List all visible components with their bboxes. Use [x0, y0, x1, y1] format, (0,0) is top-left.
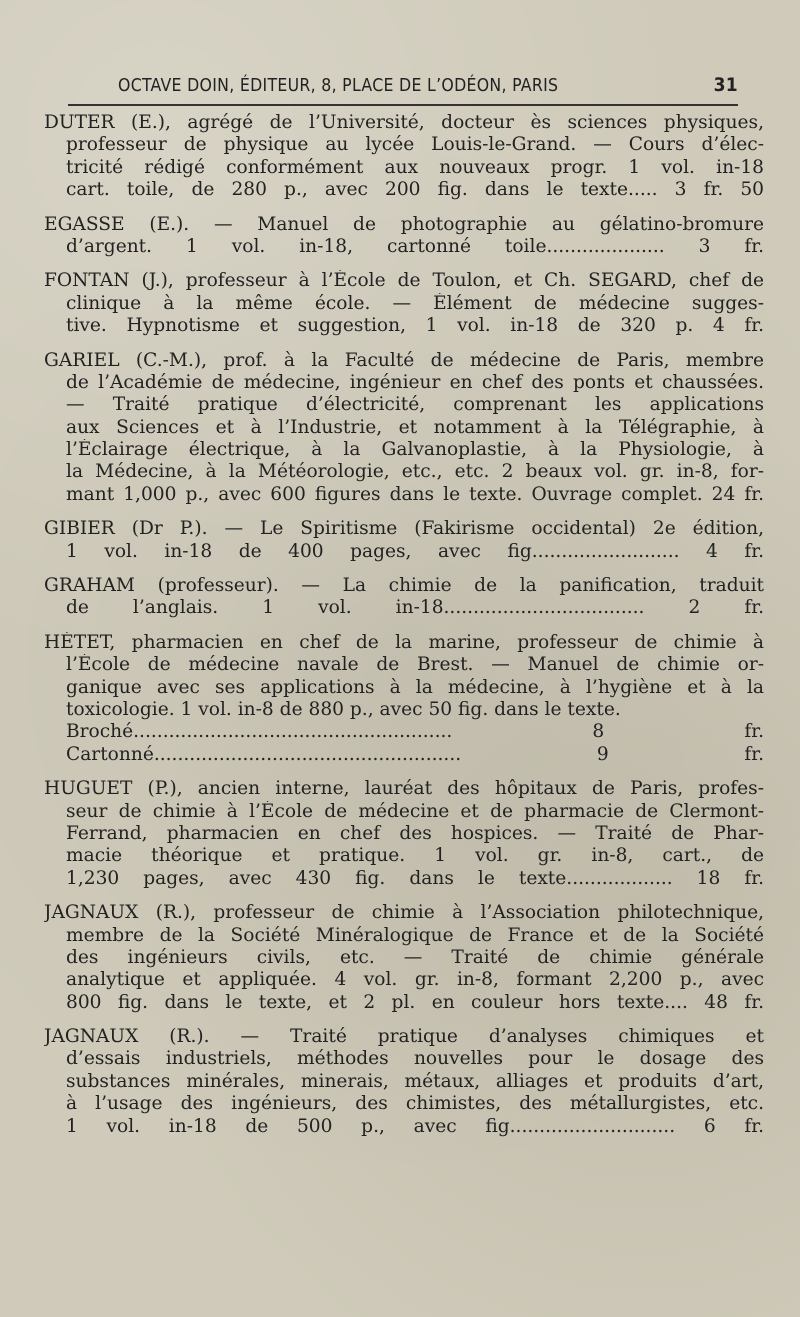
catalog-entry — [44, 778, 764, 890]
entry-line: substances minérales, minerais, métaux, alliages et produits d’art, — [66, 1070, 764, 1092]
catalog-entry — [44, 1026, 764, 1138]
entry-line: l’École de médecine navale de Brest. — Manuel de chimie or- — [66, 654, 764, 676]
catalog-entry — [44, 112, 764, 202]
entry-line: Broché...................................................... 8 fr. — [66, 721, 764, 743]
entry-line: tricité rédigé conformément aux nouveaux progr. 1 vol. in-18 — [66, 156, 764, 178]
entry-line: Cartonné.................................................... 9 fr. — [66, 743, 764, 765]
catalog-entries — [44, 112, 764, 1150]
entry-line: des ingénieurs civils, etc. — Traité de chimie générale — [66, 946, 764, 968]
entry-line: analytique et appliquée. 4 vol. gr. in-8, formant 2,200 p., avec — [66, 969, 764, 991]
entry-line: de l’Académie de médecine, ingénieur en chef des ponts et chaussées. — [66, 371, 764, 393]
catalog-entry — [44, 902, 764, 1014]
entry-line: l’Éclairage électrique, à la Galvanoplastie, à la Physiologie, à — [66, 439, 764, 461]
entry-line: clinique à la même école. — Élément de médecine sugges- — [66, 292, 764, 314]
entry-line: Ferrand, pharmacien en chef des hospices. — Traité de Phar- — [66, 822, 764, 844]
running-title: OCTAVE DOIN, ÉDITEUR, 8, PLACE DE L’ODÉON, PARIS — [118, 76, 559, 96]
catalog-entry — [44, 518, 764, 563]
entry-line: ganique avec ses applications à la médecine, à l’hygiène et à la — [66, 676, 764, 698]
entry-line: mant 1,000 p., avec 600 figures dans le texte. Ouvrage complet. 24 fr. — [66, 483, 764, 505]
entry-line: d’essais industriels, méthodes nouvelles pour le dosage des — [66, 1048, 764, 1070]
entry-line: de l’anglais. 1 vol. in-18.................................. 2 fr. — [66, 597, 764, 619]
entry-line: HUGUET (P.), ancien interne, lauréat des hôpitaux de Paris, profes- — [44, 778, 764, 800]
entry-line: FONTAN (J.), professeur à l’École de Toulon, et Ch. SEGARD, chef de — [44, 270, 764, 292]
entry-line: 1 vol. in-18 de 400 pages, avec fig......................... 4 fr. — [66, 540, 764, 562]
entry-line: à l’usage des ingénieurs, des chimistes, des métallurgistes, etc. — [66, 1093, 764, 1115]
entry-line: 800 fig. dans le texte, et 2 pl. en couleur hors texte.... 48 fr. — [66, 991, 764, 1013]
running-header — [118, 68, 738, 100]
catalog-entry — [44, 575, 764, 620]
entry-line: EGASSE (E.). — Manuel de photographie au gélatino-bromure — [44, 213, 764, 235]
entry-line: la Médecine, à la Météorologie, etc., etc. 2 beaux vol. gr. in-8, for- — [66, 461, 764, 483]
entry-line: GARIEL (C.-M.), prof. à la Faculté de médecine de Paris, membre — [44, 349, 764, 371]
catalog-entry — [44, 214, 764, 259]
entry-line: aux Sciences et à l’Industrie, et notamment à la Télégraphie, à — [66, 416, 764, 438]
entry-line: 1 vol. in-18 de 500 p., avec fig............................ 6 fr. — [66, 1115, 764, 1137]
catalog-entry — [44, 270, 764, 337]
entry-line: — Traité pratique d’électricité, comprenant les applications — [66, 394, 764, 416]
entry-line: membre de la Société Minéralogique de France et de la Société — [66, 924, 764, 946]
entry-line: macie théorique et pratique. 1 vol. gr. in-8, cart., de — [66, 845, 764, 867]
entry-line: seur de chimie à l’École de médecine et de pharmacie de Clermont- — [66, 800, 764, 822]
entry-line: JAGNAUX (R.). — Traité pratique d’analyses chimiques et — [44, 1026, 764, 1048]
entry-line: DUTER (E.), agrégé de l’Université, docteur ès sciences physiques, — [44, 112, 764, 133]
entry-line: cart. toile, de 280 p., avec 200 fig. dans le texte..... 3 fr. 50 — [66, 179, 764, 201]
entry-line: GRAHAM (professeur). — La chimie de la panification, traduit — [44, 575, 764, 597]
entry-line: GIBIER (Dr P.). — Le Spiritisme (Fakirisme occidental) 2e édition, — [44, 518, 764, 540]
page-number: 31 — [713, 74, 738, 96]
catalog-entry — [44, 632, 764, 766]
entry-line: d’argent. 1 vol. in-18, cartonné toile.................... 3 fr. — [66, 235, 764, 257]
entry-line: professeur de physique au lycée Louis-le-Grand. — Cours d’élec- — [66, 134, 764, 156]
catalog-entry — [44, 350, 764, 507]
header-rule — [68, 104, 738, 106]
entry-line: 1,230 pages, avec 430 fig. dans le texte.................. 18 fr. — [66, 867, 764, 889]
entry-line: toxicologie. 1 vol. in-8 de 880 p., avec 50 fig. dans le texte. — [66, 698, 621, 720]
entry-line: JAGNAUX (R.), professeur de chimie à l’Association philotechnique, — [44, 902, 764, 924]
entry-line: HÉTET, pharmacien en chef de la marine, professeur de chimie à — [44, 631, 764, 653]
entry-line: tive. Hypnotisme et suggestion, 1 vol. in-18 de 320 p. 4 fr. — [66, 315, 764, 337]
